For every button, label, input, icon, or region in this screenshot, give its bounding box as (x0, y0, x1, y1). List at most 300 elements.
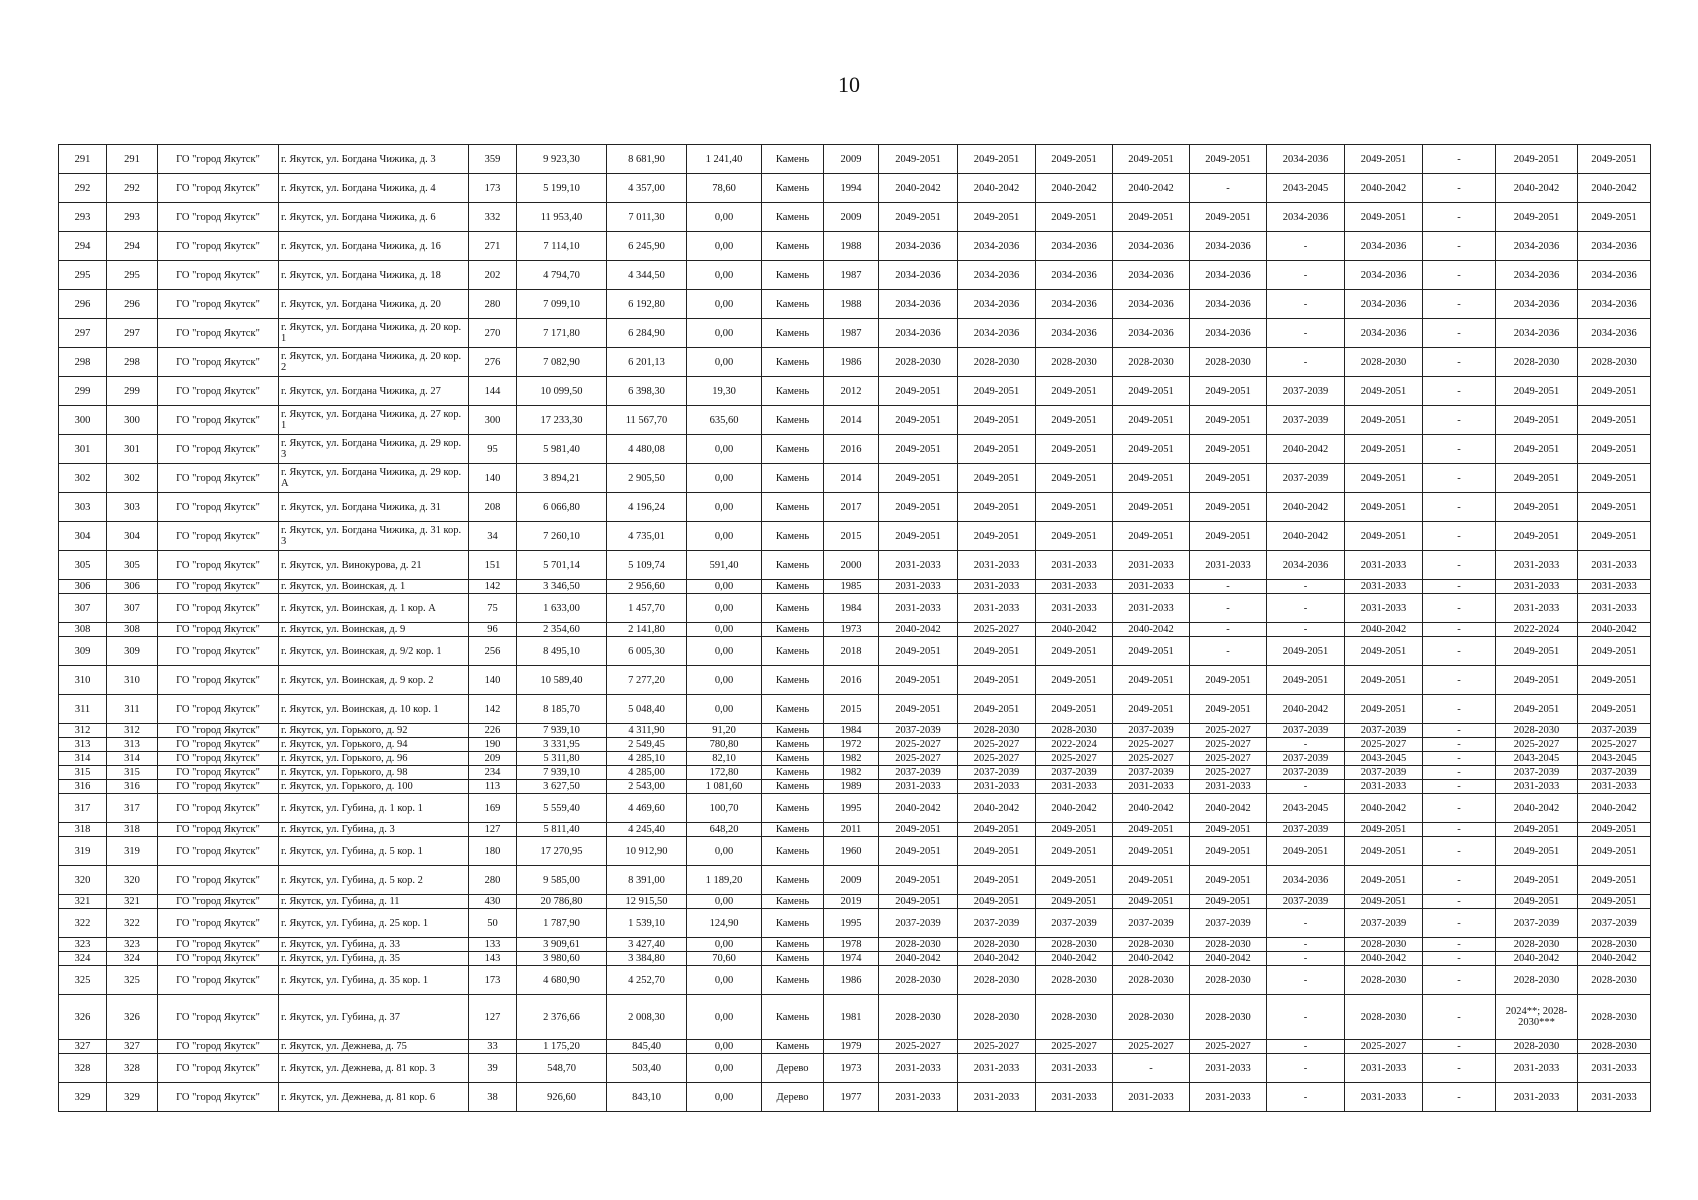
residents-cell: 144 (469, 377, 517, 406)
term-foundation-cell: 2037-2039 (1036, 909, 1113, 938)
wall-material-cell: Камень (762, 319, 824, 348)
nonresidential-area-cell: 82,10 (687, 752, 762, 766)
term-gas-cell: - (1423, 895, 1496, 909)
term-heating-cell: 2031-2033 (1113, 780, 1190, 794)
address-cell: г. Якутск, ул. Богдана Чижика, д. 16 (279, 232, 469, 261)
term-elevator-cell: 2049-2051 (1496, 464, 1578, 493)
nonresidential-area-cell: 780,80 (687, 738, 762, 752)
term-water-cell: 2049-2051 (1190, 522, 1267, 551)
term-foundation-cell: 2040-2042 (1036, 952, 1113, 966)
term-gas-cell: - (1423, 261, 1496, 290)
term-water-cell: 2049-2051 (1190, 493, 1267, 522)
term-electric-cell: - (1267, 952, 1345, 966)
nonresidential-area-cell: 0,00 (687, 695, 762, 724)
term-basement-cell: 2034-2036 (1578, 232, 1651, 261)
total-area-cell: 7 114,10 (517, 232, 607, 261)
build-year-cell: 1974 (824, 952, 879, 966)
term-heating-cell: 2034-2036 (1113, 232, 1190, 261)
living-area-cell: 11 567,70 (607, 406, 687, 435)
table-row (59, 837, 1651, 866)
municipality-cell: ГО "город Якутск" (158, 145, 279, 174)
nonresidential-area-cell: 0,00 (687, 232, 762, 261)
table-row (59, 435, 1651, 464)
term-gas-cell: - (1423, 766, 1496, 780)
wall-material-cell: Камень (762, 766, 824, 780)
term-facade-cell: 2034-2036 (958, 290, 1036, 319)
term-water-cell: - (1190, 623, 1267, 637)
row-number-cell: 317 (59, 794, 107, 823)
term-basement-cell: 2037-2039 (1578, 766, 1651, 780)
term-facade-cell: 2049-2051 (958, 823, 1036, 837)
address-cell: г. Якутск, ул. Губина, д. 33 (279, 938, 469, 952)
term-foundation-cell: 2025-2027 (1036, 1040, 1113, 1054)
wall-material-cell: Камень (762, 738, 824, 752)
term-facade-cell: 2049-2051 (958, 377, 1036, 406)
term-sewer-cell: 2049-2051 (1345, 866, 1423, 895)
municipality-cell: ГО "город Якутск" (158, 952, 279, 966)
term-roof-cell: 2049-2051 (879, 895, 958, 909)
object-number-cell: 329 (107, 1083, 158, 1112)
term-foundation-cell: 2034-2036 (1036, 319, 1113, 348)
term-basement-cell: 2049-2051 (1578, 406, 1651, 435)
residents-cell: 143 (469, 952, 517, 966)
term-foundation-cell: 2049-2051 (1036, 493, 1113, 522)
wall-material-cell: Камень (762, 952, 824, 966)
table-row (59, 522, 1651, 551)
term-foundation-cell: 2049-2051 (1036, 203, 1113, 232)
term-elevator-cell: 2049-2051 (1496, 837, 1578, 866)
municipality-cell: ГО "город Якутск" (158, 766, 279, 780)
municipality-cell: ГО "город Якутск" (158, 464, 279, 493)
term-roof-cell: 2049-2051 (879, 866, 958, 895)
wall-material-cell: Камень (762, 348, 824, 377)
term-foundation-cell: 2034-2036 (1036, 232, 1113, 261)
housing-registry-table (58, 144, 1651, 1112)
table-row (59, 232, 1651, 261)
residents-cell: 271 (469, 232, 517, 261)
table-row (59, 580, 1651, 594)
living-area-cell: 6 201,13 (607, 348, 687, 377)
nonresidential-area-cell: 172,80 (687, 766, 762, 780)
term-roof-cell: 2049-2051 (879, 666, 958, 695)
row-number-cell: 316 (59, 780, 107, 794)
term-gas-cell: - (1423, 695, 1496, 724)
term-gas-cell: - (1423, 738, 1496, 752)
term-water-cell: 2049-2051 (1190, 406, 1267, 435)
term-roof-cell: 2028-2030 (879, 966, 958, 995)
term-electric-cell: 2034-2036 (1267, 145, 1345, 174)
term-water-cell: 2049-2051 (1190, 666, 1267, 695)
build-year-cell: 1978 (824, 938, 879, 952)
term-facade-cell: 2031-2033 (958, 780, 1036, 794)
residents-cell: 209 (469, 752, 517, 766)
total-area-cell: 10 099,50 (517, 377, 607, 406)
object-number-cell: 307 (107, 594, 158, 623)
term-basement-cell: 2028-2030 (1578, 1040, 1651, 1054)
total-area-cell: 20 786,80 (517, 895, 607, 909)
term-elevator-cell: 2024**; 2028-2030*** (1496, 995, 1578, 1040)
address-cell: г. Якутск, ул. Богдана Чижика, д. 18 (279, 261, 469, 290)
living-area-cell: 2 905,50 (607, 464, 687, 493)
term-water-cell: 2049-2051 (1190, 203, 1267, 232)
term-heating-cell: 2031-2033 (1113, 551, 1190, 580)
build-year-cell: 1984 (824, 724, 879, 738)
residents-cell: 430 (469, 895, 517, 909)
total-area-cell: 5 701,14 (517, 551, 607, 580)
residents-cell: 38 (469, 1083, 517, 1112)
address-cell: г. Якутск, ул. Богдана Чижика, д. 4 (279, 174, 469, 203)
nonresidential-area-cell: 78,60 (687, 174, 762, 203)
total-area-cell: 5 981,40 (517, 435, 607, 464)
row-number-cell: 303 (59, 493, 107, 522)
term-heating-cell: 2049-2051 (1113, 866, 1190, 895)
municipality-cell: ГО "город Якутск" (158, 695, 279, 724)
total-area-cell: 17 270,95 (517, 837, 607, 866)
build-year-cell: 2009 (824, 145, 879, 174)
wall-material-cell: Камень (762, 203, 824, 232)
row-number-cell: 325 (59, 966, 107, 995)
object-number-cell: 325 (107, 966, 158, 995)
residents-cell: 140 (469, 666, 517, 695)
living-area-cell: 7 277,20 (607, 666, 687, 695)
wall-material-cell: Камень (762, 623, 824, 637)
object-number-cell: 323 (107, 938, 158, 952)
wall-material-cell: Камень (762, 464, 824, 493)
wall-material-cell: Камень (762, 435, 824, 464)
term-water-cell: 2049-2051 (1190, 823, 1267, 837)
municipality-cell: ГО "город Якутск" (158, 522, 279, 551)
residents-cell: 113 (469, 780, 517, 794)
table-row (59, 406, 1651, 435)
object-number-cell: 297 (107, 319, 158, 348)
term-gas-cell: - (1423, 203, 1496, 232)
term-gas-cell: - (1423, 1083, 1496, 1112)
living-area-cell: 7 011,30 (607, 203, 687, 232)
row-number-cell: 311 (59, 695, 107, 724)
term-heating-cell: 2037-2039 (1113, 766, 1190, 780)
living-area-cell: 2 141,80 (607, 623, 687, 637)
build-year-cell: 1995 (824, 909, 879, 938)
address-cell: г. Якутск, ул. Губина, д. 35 (279, 952, 469, 966)
residents-cell: 359 (469, 145, 517, 174)
total-area-cell: 4 680,90 (517, 966, 607, 995)
total-area-cell: 6 066,80 (517, 493, 607, 522)
term-facade-cell: 2049-2051 (958, 695, 1036, 724)
term-foundation-cell: 2040-2042 (1036, 794, 1113, 823)
residents-cell: 190 (469, 738, 517, 752)
nonresidential-area-cell: 0,00 (687, 966, 762, 995)
residents-cell: 280 (469, 866, 517, 895)
term-gas-cell: - (1423, 637, 1496, 666)
term-facade-cell: 2049-2051 (958, 145, 1036, 174)
term-sewer-cell: 2049-2051 (1345, 695, 1423, 724)
residents-cell: 234 (469, 766, 517, 780)
term-heating-cell: 2031-2033 (1113, 594, 1190, 623)
term-electric-cell: 2040-2042 (1267, 695, 1345, 724)
term-facade-cell: 2049-2051 (958, 464, 1036, 493)
term-heating-cell: 2040-2042 (1113, 952, 1190, 966)
municipality-cell: ГО "город Якутск" (158, 203, 279, 232)
term-water-cell: 2025-2027 (1190, 1040, 1267, 1054)
build-year-cell: 1982 (824, 752, 879, 766)
term-roof-cell: 2025-2027 (879, 1040, 958, 1054)
row-number-cell: 304 (59, 522, 107, 551)
municipality-cell: ГО "город Якутск" (158, 995, 279, 1040)
living-area-cell: 4 252,70 (607, 966, 687, 995)
build-year-cell: 2017 (824, 493, 879, 522)
municipality-cell: ГО "город Якутск" (158, 261, 279, 290)
row-number-cell: 305 (59, 551, 107, 580)
living-area-cell: 6 005,30 (607, 637, 687, 666)
term-basement-cell: 2037-2039 (1578, 724, 1651, 738)
residents-cell: 332 (469, 203, 517, 232)
wall-material-cell: Камень (762, 752, 824, 766)
object-number-cell: 292 (107, 174, 158, 203)
term-heating-cell: 2025-2027 (1113, 1040, 1190, 1054)
term-heating-cell: 2049-2051 (1113, 666, 1190, 695)
nonresidential-area-cell: 0,00 (687, 290, 762, 319)
build-year-cell: 2012 (824, 377, 879, 406)
living-area-cell: 6 245,90 (607, 232, 687, 261)
row-number-cell: 320 (59, 866, 107, 895)
term-sewer-cell: 2040-2042 (1345, 623, 1423, 637)
term-water-cell: 2049-2051 (1190, 464, 1267, 493)
total-area-cell: 5 311,80 (517, 752, 607, 766)
build-year-cell: 2009 (824, 866, 879, 895)
nonresidential-area-cell: 0,00 (687, 580, 762, 594)
term-water-cell: 2028-2030 (1190, 995, 1267, 1040)
build-year-cell: 1987 (824, 261, 879, 290)
term-facade-cell: 2025-2027 (958, 752, 1036, 766)
term-foundation-cell: 2031-2033 (1036, 580, 1113, 594)
term-heating-cell: 2037-2039 (1113, 724, 1190, 738)
address-cell: г. Якутск, ул. Воинская, д. 9 кор. 2 (279, 666, 469, 695)
term-roof-cell: 2049-2051 (879, 493, 958, 522)
term-roof-cell: 2028-2030 (879, 348, 958, 377)
term-sewer-cell: 2049-2051 (1345, 837, 1423, 866)
term-facade-cell: 2049-2051 (958, 493, 1036, 522)
address-cell: г. Якутск, ул. Губина, д. 37 (279, 995, 469, 1040)
term-water-cell: 2028-2030 (1190, 966, 1267, 995)
nonresidential-area-cell: 0,00 (687, 837, 762, 866)
municipality-cell: ГО "город Якутск" (158, 966, 279, 995)
build-year-cell: 1981 (824, 995, 879, 1040)
build-year-cell: 1973 (824, 1054, 879, 1083)
term-gas-cell: - (1423, 464, 1496, 493)
term-gas-cell: - (1423, 232, 1496, 261)
row-number-cell: 306 (59, 580, 107, 594)
municipality-cell: ГО "город Якутск" (158, 837, 279, 866)
total-area-cell: 4 794,70 (517, 261, 607, 290)
total-area-cell: 5 559,40 (517, 794, 607, 823)
wall-material-cell: Камень (762, 145, 824, 174)
table-row (59, 203, 1651, 232)
term-roof-cell: 2031-2033 (879, 580, 958, 594)
term-water-cell: 2037-2039 (1190, 909, 1267, 938)
object-number-cell: 301 (107, 435, 158, 464)
term-electric-cell: - (1267, 348, 1345, 377)
object-number-cell: 293 (107, 203, 158, 232)
table-row (59, 1040, 1651, 1054)
term-gas-cell: - (1423, 522, 1496, 551)
table-row (59, 493, 1651, 522)
term-sewer-cell: 2031-2033 (1345, 1083, 1423, 1112)
term-gas-cell: - (1423, 966, 1496, 995)
build-year-cell: 1995 (824, 794, 879, 823)
term-roof-cell: 2049-2051 (879, 203, 958, 232)
total-area-cell: 7 939,10 (517, 766, 607, 780)
living-area-cell: 2 543,00 (607, 780, 687, 794)
term-facade-cell: 2028-2030 (958, 938, 1036, 952)
municipality-cell: ГО "город Якутск" (158, 938, 279, 952)
table-row (59, 261, 1651, 290)
term-water-cell: 2049-2051 (1190, 145, 1267, 174)
row-number-cell: 329 (59, 1083, 107, 1112)
table-row (59, 637, 1651, 666)
term-roof-cell: 2031-2033 (879, 551, 958, 580)
term-heating-cell: 2040-2042 (1113, 623, 1190, 637)
term-elevator-cell: 2025-2027 (1496, 738, 1578, 752)
term-elevator-cell: 2031-2033 (1496, 580, 1578, 594)
address-cell: г. Якутск, ул. Горького, д. 94 (279, 738, 469, 752)
row-number-cell: 309 (59, 637, 107, 666)
term-basement-cell: 2025-2027 (1578, 738, 1651, 752)
wall-material-cell: Камень (762, 522, 824, 551)
table-row (59, 794, 1651, 823)
term-roof-cell: 2034-2036 (879, 232, 958, 261)
residents-cell: 96 (469, 623, 517, 637)
wall-material-cell: Камень (762, 837, 824, 866)
term-heating-cell: 2028-2030 (1113, 348, 1190, 377)
term-basement-cell: 2031-2033 (1578, 780, 1651, 794)
address-cell: г. Якутск, ул. Губина, д. 35 кор. 1 (279, 966, 469, 995)
term-heating-cell: 2049-2051 (1113, 895, 1190, 909)
table-row (59, 1054, 1651, 1083)
total-area-cell: 1 633,00 (517, 594, 607, 623)
residents-cell: 169 (469, 794, 517, 823)
total-area-cell: 1 787,90 (517, 909, 607, 938)
term-electric-cell: 2040-2042 (1267, 493, 1345, 522)
term-roof-cell: 2025-2027 (879, 738, 958, 752)
term-facade-cell: 2049-2051 (958, 837, 1036, 866)
term-elevator-cell: 2049-2051 (1496, 377, 1578, 406)
total-area-cell: 1 175,20 (517, 1040, 607, 1054)
term-heating-cell: 2049-2051 (1113, 637, 1190, 666)
term-elevator-cell: 2049-2051 (1496, 823, 1578, 837)
wall-material-cell: Камень (762, 823, 824, 837)
table-row (59, 174, 1651, 203)
nonresidential-area-cell: 0,00 (687, 348, 762, 377)
total-area-cell: 926,60 (517, 1083, 607, 1112)
term-foundation-cell: 2025-2027 (1036, 752, 1113, 766)
nonresidential-area-cell: 0,00 (687, 522, 762, 551)
row-number-cell: 326 (59, 995, 107, 1040)
table-row (59, 319, 1651, 348)
table-row (59, 377, 1651, 406)
municipality-cell: ГО "город Якутск" (158, 752, 279, 766)
term-electric-cell: - (1267, 594, 1345, 623)
term-gas-cell: - (1423, 995, 1496, 1040)
residents-cell: 226 (469, 724, 517, 738)
term-foundation-cell: 2049-2051 (1036, 695, 1113, 724)
wall-material-cell: Камень (762, 261, 824, 290)
total-area-cell: 7 082,90 (517, 348, 607, 377)
table-row (59, 952, 1651, 966)
table-row (59, 823, 1651, 837)
term-foundation-cell: 2022-2024 (1036, 738, 1113, 752)
living-area-cell: 4 245,40 (607, 823, 687, 837)
term-water-cell: 2031-2033 (1190, 1054, 1267, 1083)
address-cell: г. Якутск, ул. Губина, д. 5 кор. 1 (279, 837, 469, 866)
term-gas-cell: - (1423, 866, 1496, 895)
object-number-cell: 317 (107, 794, 158, 823)
address-cell: г. Якутск, ул. Дежнева, д. 75 (279, 1040, 469, 1054)
object-number-cell: 313 (107, 738, 158, 752)
term-sewer-cell: 2028-2030 (1345, 348, 1423, 377)
row-number-cell: 319 (59, 837, 107, 866)
row-number-cell: 299 (59, 377, 107, 406)
term-roof-cell: 2031-2033 (879, 1054, 958, 1083)
term-roof-cell: 2049-2051 (879, 695, 958, 724)
row-number-cell: 318 (59, 823, 107, 837)
term-gas-cell: - (1423, 290, 1496, 319)
term-basement-cell: 2028-2030 (1578, 995, 1651, 1040)
term-water-cell: 2031-2033 (1190, 1083, 1267, 1112)
term-sewer-cell: 2040-2042 (1345, 952, 1423, 966)
residents-cell: 142 (469, 695, 517, 724)
term-facade-cell: 2031-2033 (958, 1054, 1036, 1083)
term-water-cell: 2049-2051 (1190, 377, 1267, 406)
residents-cell: 127 (469, 823, 517, 837)
term-basement-cell: 2049-2051 (1578, 823, 1651, 837)
term-electric-cell: 2043-2045 (1267, 794, 1345, 823)
row-number-cell: 302 (59, 464, 107, 493)
term-electric-cell: 2037-2039 (1267, 377, 1345, 406)
table-body (59, 145, 1651, 1112)
nonresidential-area-cell: 1 241,40 (687, 145, 762, 174)
term-roof-cell: 2037-2039 (879, 909, 958, 938)
term-elevator-cell: 2049-2051 (1496, 695, 1578, 724)
living-area-cell: 1 539,10 (607, 909, 687, 938)
municipality-cell: ГО "город Якутск" (158, 1040, 279, 1054)
term-roof-cell: 2049-2051 (879, 377, 958, 406)
term-heating-cell: 2040-2042 (1113, 794, 1190, 823)
build-year-cell: 1977 (824, 1083, 879, 1112)
wall-material-cell: Камень (762, 551, 824, 580)
row-number-cell: 292 (59, 174, 107, 203)
row-number-cell: 293 (59, 203, 107, 232)
term-elevator-cell: 2037-2039 (1496, 909, 1578, 938)
total-area-cell: 8 185,70 (517, 695, 607, 724)
wall-material-cell: Дерево (762, 1083, 824, 1112)
row-number-cell: 314 (59, 752, 107, 766)
living-area-cell: 4 311,90 (607, 724, 687, 738)
table-row (59, 895, 1651, 909)
term-basement-cell: 2031-2033 (1578, 551, 1651, 580)
term-gas-cell: - (1423, 1054, 1496, 1083)
municipality-cell: ГО "город Якутск" (158, 909, 279, 938)
address-cell: г. Якутск, ул. Дежнева, д. 81 кор. 6 (279, 1083, 469, 1112)
term-basement-cell: 2040-2042 (1578, 952, 1651, 966)
term-sewer-cell: 2049-2051 (1345, 823, 1423, 837)
wall-material-cell: Камень (762, 594, 824, 623)
term-roof-cell: 2031-2033 (879, 594, 958, 623)
living-area-cell: 5 109,74 (607, 551, 687, 580)
term-electric-cell: - (1267, 319, 1345, 348)
term-facade-cell: 2049-2051 (958, 666, 1036, 695)
row-number-cell: 300 (59, 406, 107, 435)
term-gas-cell: - (1423, 938, 1496, 952)
